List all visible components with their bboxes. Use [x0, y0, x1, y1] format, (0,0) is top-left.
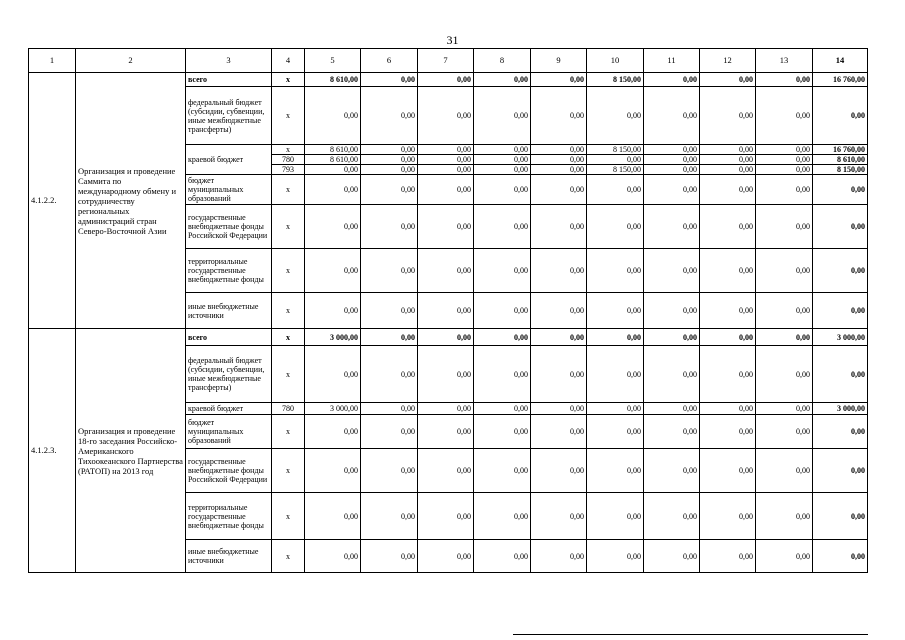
- value-cell: 0,00: [644, 175, 700, 205]
- value-cell: 0,00: [531, 145, 587, 155]
- value-cell: 0,00: [700, 415, 756, 449]
- funding-source: государственные внебюджетные фонды Российской Федерации: [186, 449, 272, 493]
- value-cell: 0,00: [474, 449, 531, 493]
- value-cell: 0,00: [305, 175, 361, 205]
- value-cell: 0,00: [700, 175, 756, 205]
- funding-source: бюджет муниципальных образований: [186, 175, 272, 205]
- funding-source: краевой бюджет: [186, 145, 272, 175]
- value-cell: 0,00: [418, 449, 474, 493]
- value-cell: 3 000,00: [305, 329, 361, 346]
- funding-source: территориальные государственные внебюджетные фонды: [186, 249, 272, 293]
- value-cell: 0,00: [474, 205, 531, 249]
- value-cell: 0,00: [700, 249, 756, 293]
- value-cell: 0,00: [756, 165, 813, 175]
- value-cell: 0,00: [305, 493, 361, 540]
- value-cell: 0,00: [305, 165, 361, 175]
- value-cell: 0,00: [587, 415, 644, 449]
- header-cell: 8: [474, 49, 531, 73]
- item-code: 4.1.2.2.: [29, 73, 76, 329]
- value-cell: 0,00: [531, 249, 587, 293]
- funding-source: краевой бюджет: [186, 403, 272, 415]
- col4-cell: х: [272, 293, 305, 329]
- header-cell: 1: [29, 49, 76, 73]
- value-cell: 0,00: [474, 329, 531, 346]
- value-cell: 0,00: [361, 73, 418, 87]
- header-row: [29, 49, 868, 73]
- value-cell: 0,00: [418, 205, 474, 249]
- col4-cell: х: [272, 249, 305, 293]
- value-cell: 0,00: [756, 329, 813, 346]
- value-cell: 0,00: [756, 346, 813, 403]
- value-cell: 16 760,00: [813, 73, 868, 87]
- value-cell: 0,00: [756, 145, 813, 155]
- value-cell: 0,00: [587, 329, 644, 346]
- value-cell: 0,00: [587, 249, 644, 293]
- value-cell: 0,00: [361, 415, 418, 449]
- value-cell: 0,00: [644, 165, 700, 175]
- value-cell: 0,00: [531, 87, 587, 145]
- value-cell: 0,00: [756, 155, 813, 165]
- value-cell: 0,00: [756, 540, 813, 573]
- bottom-rule: [513, 634, 868, 635]
- value-cell: 0,00: [644, 540, 700, 573]
- table-row: [29, 73, 868, 87]
- value-cell: 0,00: [305, 87, 361, 145]
- col4-cell: х: [272, 175, 305, 205]
- value-cell: 0,00: [361, 293, 418, 329]
- value-cell: 0,00: [361, 155, 418, 165]
- value-cell: 0,00: [644, 403, 700, 415]
- value-cell: 0,00: [644, 415, 700, 449]
- value-cell: 0,00: [700, 155, 756, 165]
- value-cell: 0,00: [756, 73, 813, 87]
- value-cell: 0,00: [644, 449, 700, 493]
- value-cell: 0,00: [756, 205, 813, 249]
- value-cell: 0,00: [587, 205, 644, 249]
- value-cell: 0,00: [587, 346, 644, 403]
- value-cell: 0,00: [813, 415, 868, 449]
- header-cell: 7: [418, 49, 474, 73]
- funding-source: всего: [186, 73, 272, 87]
- value-cell: 0,00: [587, 540, 644, 573]
- value-cell: 0,00: [531, 415, 587, 449]
- value-cell: 0,00: [361, 493, 418, 540]
- table-row: [29, 329, 868, 346]
- value-cell: 0,00: [474, 73, 531, 87]
- value-cell: 0,00: [531, 73, 587, 87]
- col4-cell: х: [272, 145, 305, 155]
- value-cell: 0,00: [700, 73, 756, 87]
- value-cell: 0,00: [531, 346, 587, 403]
- value-cell: 0,00: [418, 415, 474, 449]
- value-cell: 8 150,00: [587, 145, 644, 155]
- value-cell: 8 150,00: [587, 73, 644, 87]
- value-cell: 3 000,00: [813, 403, 868, 415]
- col4-cell: х: [272, 87, 305, 145]
- value-cell: 0,00: [305, 346, 361, 403]
- value-cell: 0,00: [305, 415, 361, 449]
- value-cell: 0,00: [587, 175, 644, 205]
- header-cell: 3: [186, 49, 272, 73]
- item-description: Организация и проведение Саммита по международному обмену и сотрудничеству региональных администраций стран Северо-Восточной Азии: [76, 73, 186, 329]
- col4-cell: х: [272, 449, 305, 493]
- value-cell: 0,00: [587, 449, 644, 493]
- value-cell: 0,00: [361, 329, 418, 346]
- value-cell: 0,00: [700, 540, 756, 573]
- value-cell: 0,00: [474, 403, 531, 415]
- value-cell: 0,00: [813, 449, 868, 493]
- value-cell: 0,00: [756, 493, 813, 540]
- budget-table: [28, 48, 868, 573]
- col4-cell: 780: [272, 403, 305, 415]
- value-cell: 0,00: [700, 87, 756, 145]
- value-cell: 0,00: [418, 155, 474, 165]
- value-cell: 0,00: [418, 403, 474, 415]
- value-cell: 0,00: [531, 329, 587, 346]
- value-cell: 0,00: [418, 73, 474, 87]
- value-cell: 0,00: [700, 205, 756, 249]
- value-cell: 0,00: [361, 249, 418, 293]
- value-cell: 0,00: [700, 145, 756, 155]
- value-cell: 0,00: [418, 165, 474, 175]
- value-cell: 0,00: [305, 249, 361, 293]
- value-cell: 0,00: [587, 403, 644, 415]
- value-cell: 0,00: [813, 249, 868, 293]
- col4-cell: х: [272, 540, 305, 573]
- header-cell: 13: [756, 49, 813, 73]
- value-cell: 0,00: [361, 403, 418, 415]
- value-cell: 0,00: [813, 493, 868, 540]
- funding-source: территориальные государственные внебюджетные фонды: [186, 493, 272, 540]
- value-cell: 0,00: [531, 449, 587, 493]
- value-cell: 8 150,00: [587, 165, 644, 175]
- value-cell: 0,00: [813, 293, 868, 329]
- header-cell: 12: [700, 49, 756, 73]
- value-cell: 0,00: [305, 540, 361, 573]
- value-cell: 0,00: [700, 449, 756, 493]
- header-cell: 5: [305, 49, 361, 73]
- value-cell: 0,00: [756, 449, 813, 493]
- value-cell: 0,00: [305, 449, 361, 493]
- value-cell: 0,00: [418, 293, 474, 329]
- header-cell: 11: [644, 49, 700, 73]
- value-cell: 0,00: [756, 415, 813, 449]
- value-cell: 0,00: [531, 403, 587, 415]
- value-cell: 0,00: [418, 145, 474, 155]
- value-cell: 0,00: [361, 145, 418, 155]
- value-cell: 0,00: [813, 205, 868, 249]
- value-cell: 0,00: [644, 145, 700, 155]
- value-cell: 0,00: [813, 346, 868, 403]
- value-cell: 0,00: [644, 329, 700, 346]
- header-cell: 4: [272, 49, 305, 73]
- value-cell: 0,00: [644, 293, 700, 329]
- value-cell: 0,00: [700, 493, 756, 540]
- value-cell: 0,00: [587, 155, 644, 165]
- value-cell: 0,00: [587, 293, 644, 329]
- col4-cell: 793: [272, 165, 305, 175]
- value-cell: 0,00: [531, 155, 587, 165]
- item-code: 4.1.2.3.: [29, 329, 76, 573]
- value-cell: 0,00: [756, 403, 813, 415]
- value-cell: 0,00: [813, 87, 868, 145]
- col4-cell: х: [272, 205, 305, 249]
- value-cell: 0,00: [587, 493, 644, 540]
- value-cell: 0,00: [474, 540, 531, 573]
- funding-source: федеральный бюджет (субсидии, субвенции, иные межбюджетные трансферты): [186, 346, 272, 403]
- value-cell: 8 610,00: [305, 155, 361, 165]
- value-cell: 0,00: [756, 175, 813, 205]
- value-cell: 8 610,00: [813, 155, 868, 165]
- value-cell: 0,00: [474, 175, 531, 205]
- value-cell: 0,00: [644, 249, 700, 293]
- value-cell: 0,00: [305, 205, 361, 249]
- col4-cell: х: [272, 493, 305, 540]
- col4-cell: х: [272, 346, 305, 403]
- value-cell: 0,00: [531, 493, 587, 540]
- value-cell: 16 760,00: [813, 145, 868, 155]
- value-cell: 0,00: [531, 205, 587, 249]
- value-cell: 0,00: [644, 346, 700, 403]
- col4-cell: 780: [272, 155, 305, 165]
- funding-source: всего: [186, 329, 272, 346]
- value-cell: 0,00: [700, 293, 756, 329]
- col4-cell: х: [272, 329, 305, 346]
- funding-source: федеральный бюджет (субсидии, субвенции, иные межбюджетные трансферты): [186, 87, 272, 145]
- value-cell: 0,00: [474, 293, 531, 329]
- value-cell: 0,00: [700, 403, 756, 415]
- value-cell: 0,00: [418, 249, 474, 293]
- value-cell: 0,00: [813, 175, 868, 205]
- value-cell: 0,00: [474, 249, 531, 293]
- value-cell: 0,00: [587, 87, 644, 145]
- header-cell: 9: [531, 49, 587, 73]
- value-cell: 0,00: [361, 175, 418, 205]
- value-cell: 0,00: [531, 175, 587, 205]
- value-cell: 0,00: [418, 346, 474, 403]
- value-cell: 8 150,00: [813, 165, 868, 175]
- funding-source: бюджет муниципальных образований: [186, 415, 272, 449]
- value-cell: 8 610,00: [305, 145, 361, 155]
- value-cell: 0,00: [474, 145, 531, 155]
- header-cell: 2: [76, 49, 186, 73]
- value-cell: 0,00: [531, 540, 587, 573]
- header-cell: 10: [587, 49, 644, 73]
- value-cell: 8 610,00: [305, 73, 361, 87]
- value-cell: 0,00: [474, 493, 531, 540]
- page-number: 31: [446, 33, 459, 47]
- value-cell: 0,00: [700, 329, 756, 346]
- value-cell: 0,00: [644, 73, 700, 87]
- value-cell: 0,00: [474, 165, 531, 175]
- item-description: Организация и проведение 18-го заседания Российско-Американского Тихоокеанского Партнерства (РАТОП) на 2013 год: [76, 329, 186, 573]
- value-cell: 0,00: [644, 155, 700, 165]
- value-cell: 0,00: [361, 449, 418, 493]
- value-cell: 0,00: [361, 346, 418, 403]
- value-cell: 0,00: [813, 540, 868, 573]
- value-cell: 0,00: [700, 165, 756, 175]
- value-cell: 0,00: [644, 493, 700, 540]
- funding-source: иные внебюджетные источники: [186, 540, 272, 573]
- funding-source: иные внебюджетные источники: [186, 293, 272, 329]
- value-cell: 0,00: [756, 249, 813, 293]
- value-cell: 0,00: [700, 346, 756, 403]
- value-cell: 0,00: [418, 540, 474, 573]
- value-cell: 0,00: [644, 87, 700, 145]
- value-cell: 0,00: [474, 346, 531, 403]
- header-cell: 14: [813, 49, 868, 73]
- value-cell: 3 000,00: [813, 329, 868, 346]
- value-cell: 0,00: [418, 175, 474, 205]
- value-cell: 0,00: [756, 293, 813, 329]
- value-cell: 0,00: [361, 540, 418, 573]
- value-cell: 0,00: [474, 415, 531, 449]
- value-cell: 0,00: [361, 205, 418, 249]
- value-cell: 0,00: [474, 87, 531, 145]
- value-cell: 3 000,00: [305, 403, 361, 415]
- col4-cell: х: [272, 73, 305, 87]
- table-body: [29, 49, 868, 573]
- value-cell: 0,00: [418, 493, 474, 540]
- value-cell: 0,00: [531, 293, 587, 329]
- value-cell: 0,00: [361, 165, 418, 175]
- value-cell: 0,00: [644, 205, 700, 249]
- funding-source: государственные внебюджетные фонды Российской Федерации: [186, 205, 272, 249]
- value-cell: 0,00: [305, 293, 361, 329]
- value-cell: 0,00: [418, 87, 474, 145]
- value-cell: 0,00: [418, 329, 474, 346]
- value-cell: 0,00: [474, 155, 531, 165]
- col4-cell: х: [272, 415, 305, 449]
- value-cell: 0,00: [361, 87, 418, 145]
- value-cell: 0,00: [756, 87, 813, 145]
- value-cell: 0,00: [531, 165, 587, 175]
- header-cell: 6: [361, 49, 418, 73]
